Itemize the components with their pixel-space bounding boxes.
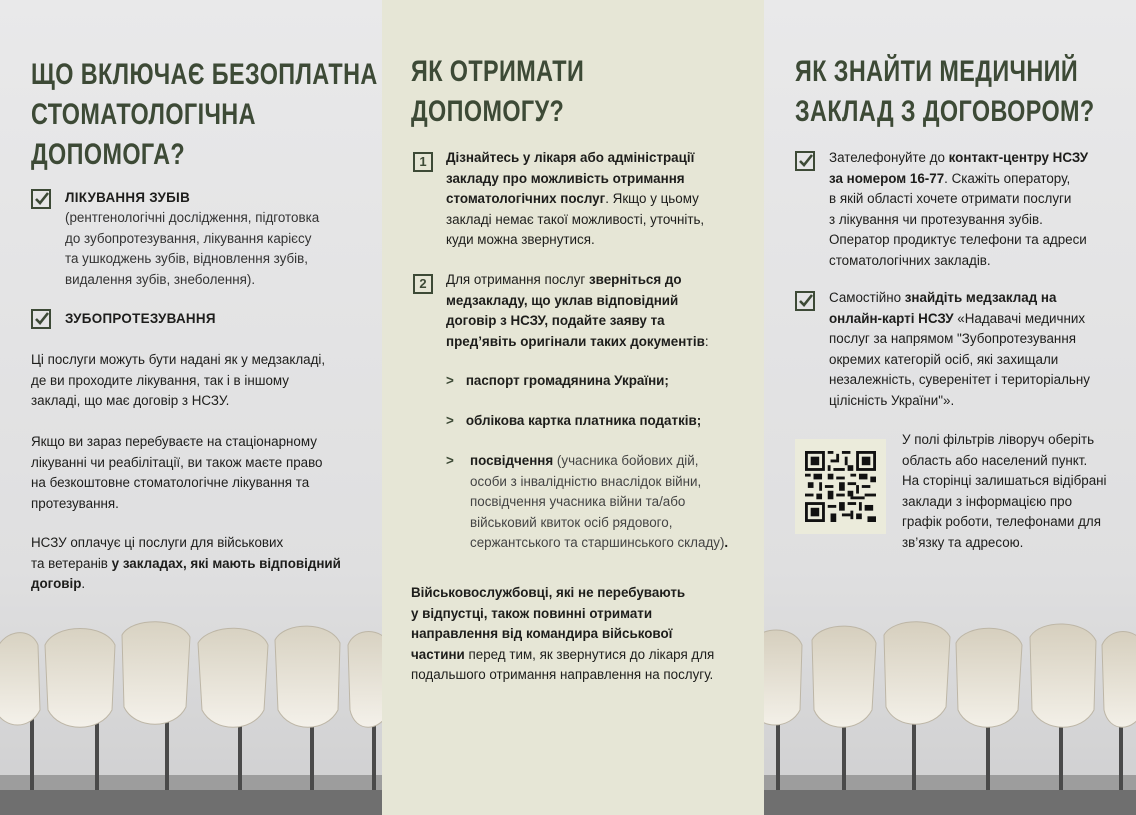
step-2-number: 2 bbox=[413, 274, 433, 294]
document-item-tax-card: > облікова картка платника податків; bbox=[446, 413, 702, 428]
middle-heading: ЯК ОТРИМАТИ ДОПОМОГУ? bbox=[411, 55, 585, 128]
map-item bbox=[795, 291, 815, 311]
call-text: Зателефонуйте до контакт-центру НСЗУ за номером 16-77. Скажіть оператору, в якій області хочете отримати послуги з лікування чи протезування зубів. Оператор продиктує телефони та адреси стоматологічних закладів. bbox=[829, 150, 1089, 268]
arrow-icon: > bbox=[446, 373, 454, 388]
treatment-item bbox=[31, 189, 51, 209]
step-1-text: Дізнайтесь у лікаря або адміністрації закладу про можливість отримання стоматологічних послуг. Якщо у цьому закладі немає такої можливості, уточніть, куди можна звернутися. bbox=[446, 150, 705, 247]
arrow-icon: > bbox=[446, 453, 454, 468]
treatment-title: ЛІКУВАННЯ ЗУБІВ bbox=[65, 190, 191, 205]
certificate-text: посвідчення (учасника бойових дій, особи з інвалідністю внаслідок війни, посвідчення учасника війни та/або військовий квиток осіб рядового, сержантського та старшинського складу). bbox=[470, 453, 729, 550]
prosthetics-item bbox=[31, 309, 51, 329]
qr-code-panel bbox=[795, 439, 886, 534]
middle-panel bbox=[382, 0, 764, 815]
arrow-icon: > bbox=[446, 413, 454, 428]
dental-shade-guide-image bbox=[764, 615, 1136, 815]
prosthetics-title: ЗУБОПРОТЕЗУВАННЯ bbox=[65, 311, 216, 326]
inpatient-paragraph: Якщо ви зараз перебуваєте на стаціонарному лікуванні чи реабілітації, ви також маєте право на безкоштовне стоматологічне лікування та протезування. bbox=[31, 434, 323, 511]
checkbox-icon bbox=[795, 291, 815, 311]
left-panel bbox=[0, 0, 382, 815]
payment-paragraph: НСЗУ оплачує ці послуги для військових та ветеранів у закладах, які мають відповідний договір. bbox=[31, 535, 341, 591]
document-item-passport: > паспорт громадянина України; bbox=[446, 373, 669, 388]
step-1-number: 1 bbox=[413, 152, 433, 172]
call-item bbox=[795, 151, 815, 171]
qr-code-icon[interactable] bbox=[805, 451, 876, 522]
right-panel bbox=[764, 0, 1136, 815]
services-paragraph: Ці послуги можуть бути надані як у медзакладі, де ви проходите лікування, так і в іншому закладі, що має договір з НСЗУ. bbox=[31, 352, 326, 408]
military-note: Військовослужбовці, які не перебувають у відпустці, також повинні отримати направлення від командира військової частини перед тим, як звернутися до лікаря для подальшого отримання направлення на послугу. bbox=[411, 585, 715, 682]
map-text: Самостійно знайдіть медзаклад на онлайн-карті НСЗУ «Надавачі медичних послуг за напрямом "Зубопротезування окремих категорій осіб, які захищали незалежність, суверенітет і територіальну цілісність України"». bbox=[829, 290, 1090, 408]
treatment-description: (рентгенологічні дослідження, підготовка до зубопротезування, лікування карієсу та ушкоджень зубів, відновлення зубів, видалення зубів, знеболення). bbox=[65, 210, 320, 287]
dental-shade-guide-image bbox=[0, 615, 382, 815]
checkbox-icon bbox=[31, 309, 51, 329]
checkbox-icon bbox=[795, 151, 815, 171]
checkbox-icon bbox=[31, 189, 51, 209]
step-2-text: Для отримання послуг зверніться до медзакладу, що уклав відповідний договір з НСЗУ, подайте заяву та пред’явіть оригінали таких документів: bbox=[446, 272, 709, 349]
document-item-certificate bbox=[446, 451, 466, 472]
left-heading: ЩО ВКЛЮЧАЄ БЕЗОПЛАТНА СТОМАТОЛОГІЧНА ДОПОМОГА? bbox=[31, 58, 378, 171]
qr-instructions: У полі фільтрів ліворуч оберіть область або населений пункт. На сторінці залишаться відібрані заклади з інформацією про графік роботи, телефонами для зв’язку та адресою. bbox=[902, 432, 1107, 550]
right-heading: ЯК ЗНАЙТИ МЕДИЧНИЙ ЗАКЛАД З ДОГОВОРОМ? bbox=[795, 55, 1095, 128]
